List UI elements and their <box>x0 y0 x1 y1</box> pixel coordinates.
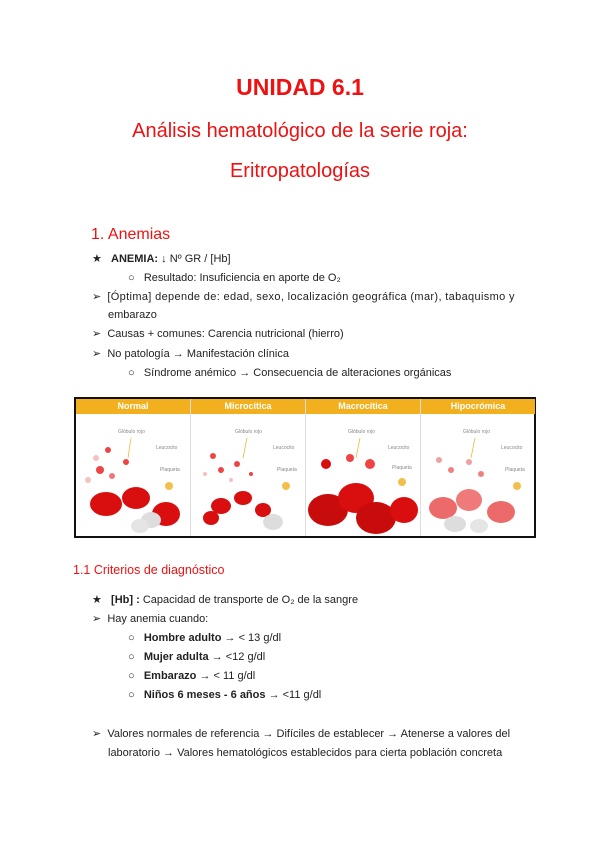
figure-panel-microcitica <box>191 399 305 536</box>
arrow-bullet-icon: ➢ <box>92 348 102 360</box>
circle-bullet-icon: ○ <box>128 670 135 682</box>
arrow-bullet-icon: ➢ <box>92 613 102 625</box>
anemia-types-figure <box>74 397 536 538</box>
valores-text-line1: Valores normales de referencia → Difíciles de establecer → Atenerse a valores del <box>107 728 511 740</box>
criterion-embarazo <box>128 667 255 685</box>
circle-bullet-icon: ○ <box>128 367 135 379</box>
criterion-value: → <11 g/dl <box>268 689 322 701</box>
section-heading-criterios: 1.1 Criterios de diagnóstico <box>73 563 225 577</box>
page-title-line1: Análisis hematológico de la serie roja: <box>132 120 468 142</box>
figure-panel-hipocromica <box>421 399 535 536</box>
circle-bullet-icon: ○ <box>128 272 135 284</box>
circle-bullet-icon: ○ <box>128 651 135 663</box>
unit-title: UNIDAD 6.1 <box>236 74 364 100</box>
label-globulo-rojo: Glóbulo rojo <box>463 429 490 435</box>
arrow-bullet-icon: ➢ <box>92 728 102 740</box>
bullet-valores <box>92 725 510 743</box>
resultado-text: Resultado: Insuficiencia en aporte de O₂ <box>143 272 341 284</box>
arrow-bullet-icon: ➢ <box>92 328 102 340</box>
label-leucocito: Leucocito <box>501 445 523 451</box>
optima-text-line1: [Óptima] depende de: edad, sexo, localización geográfica (mar), tabaquismo y <box>107 291 515 303</box>
panel-header: Hipocrómica <box>421 399 535 414</box>
criterion-value: → <12 g/dl <box>211 651 266 663</box>
label-plaqueta: Plaqueta <box>392 465 412 471</box>
hay-anemia-text: Hay anemia cuando: <box>107 613 209 625</box>
criterion-hombre <box>128 629 281 647</box>
sub-bullet-resultado <box>128 269 341 287</box>
anemia-text: ↓ Nº GR / [Hb] <box>161 253 231 265</box>
bullet-anemia <box>92 250 231 268</box>
label-globulo-rojo: Glóbulo rojo <box>118 429 145 435</box>
label-plaqueta: Plaqueta <box>277 467 297 473</box>
hb-text: Capacidad de transporte de O₂ de la sangre <box>142 594 359 606</box>
sub-bullet-sindrome <box>128 364 451 382</box>
criterion-label: Hombre adulto <box>143 632 222 644</box>
star-icon: ★ <box>92 594 102 606</box>
circle-bullet-icon: ○ <box>128 689 135 701</box>
arrow-bullet-icon: ➢ <box>92 291 102 303</box>
bullet-causas <box>92 325 344 343</box>
criterion-label: Niños 6 meses - 6 años <box>143 689 266 701</box>
figure-panel-macrocitica <box>306 399 420 536</box>
circle-bullet-icon: ○ <box>128 632 135 644</box>
star-icon: ★ <box>92 253 102 265</box>
anemia-label: ANEMIA: <box>111 253 159 265</box>
no-patologia-text: No patología → Manifestación clínica <box>107 348 289 360</box>
bullet-optima <box>92 288 515 306</box>
bullet-no-patologia <box>92 345 289 363</box>
label-plaqueta: Plaqueta <box>160 467 180 473</box>
criterion-label: Mujer adulta <box>143 651 209 663</box>
criterion-value: → < 11 g/dl <box>199 670 256 682</box>
criterion-value: → < 13 g/dl <box>224 632 282 644</box>
causas-text: Causas + comunes: Carencia nutricional (hierro) <box>107 328 344 340</box>
bullet-hay-anemia <box>92 610 208 628</box>
panel-header: Macrocítica <box>306 399 420 414</box>
label-globulo-rojo: Glóbulo rojo <box>235 429 262 435</box>
criterion-label: Embarazo <box>143 670 197 682</box>
label-leucocito: Leucocito <box>388 445 410 451</box>
label-plaqueta: Plaqueta <box>505 467 525 473</box>
page-title-line2: Eritropatologías <box>229 160 371 182</box>
panel-header: Normal <box>76 399 190 414</box>
section-heading-anemias: 1. Anemias <box>91 226 171 243</box>
valores-text-line2: laboratorio → Valores hematológicos establecidos para cierta población concreta <box>108 747 503 759</box>
optima-text-line2: embarazo <box>108 309 157 321</box>
label-leucocito: Leucocito <box>273 445 295 451</box>
label-globulo-rojo: Glóbulo rojo <box>348 429 375 435</box>
hb-label: [Hb] : <box>111 594 140 606</box>
sindrome-text: Síndrome anémico → Consecuencia de alteraciones orgánicas <box>143 367 452 379</box>
bullet-hb <box>92 591 358 609</box>
criterion-ninos <box>128 686 321 704</box>
figure-panel-normal <box>76 399 190 536</box>
label-leucocito: Leucocito <box>156 445 178 451</box>
panel-header: Microcítica <box>191 399 305 414</box>
criterion-mujer <box>128 648 265 666</box>
